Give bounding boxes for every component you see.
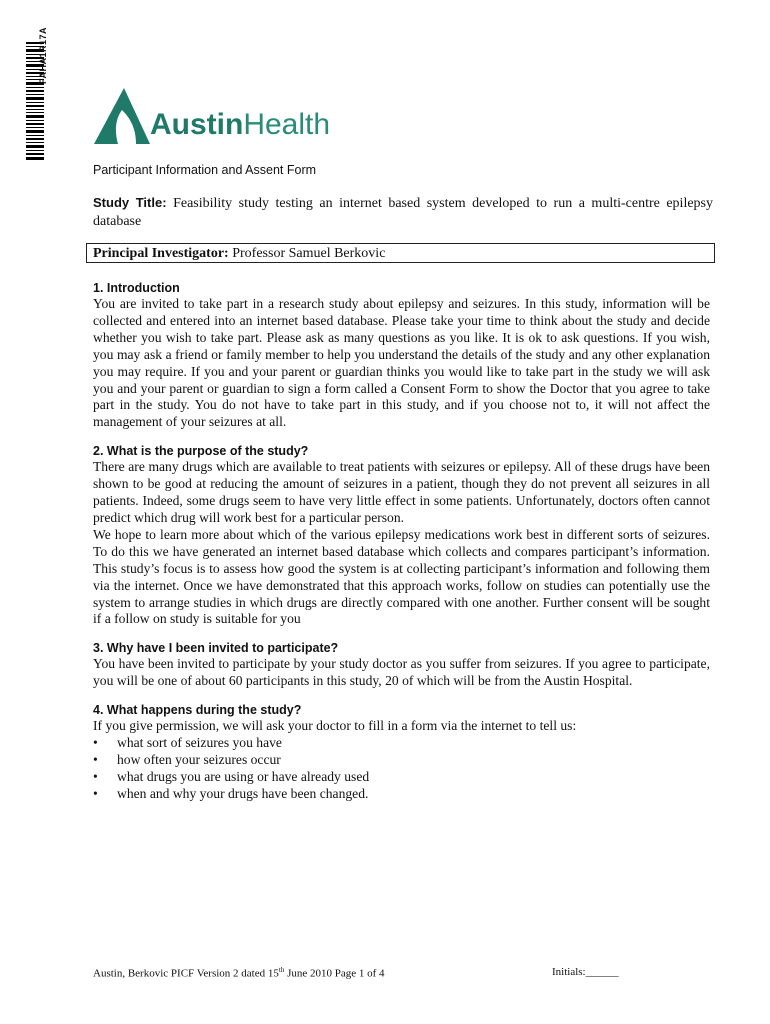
- section-heading: 1. Introduction: [93, 281, 180, 295]
- barcode-code: FAHA1R17A: [38, 26, 48, 84]
- principal-investigator-label: Principal Investigator:: [93, 246, 229, 261]
- section-heading: 3. Why have I been invited to participate?: [93, 641, 339, 656]
- section-heading: 4. What happens during the study?: [93, 703, 302, 718]
- logo-brand-light: Health: [243, 108, 331, 141]
- footer-version-suffix: June 2010 Page 1 of 4: [284, 967, 385, 980]
- section-purpose: [93, 443, 710, 628]
- list-item: • how often your seizures occur: [93, 752, 710, 769]
- form-title: Participant Information and Assent Form: [93, 163, 317, 177]
- section-paragraph: If you give permission, we will ask your doctor to fill in a form via the internet to tell us:: [93, 718, 577, 734]
- initials-field: Initials:______: [552, 966, 619, 978]
- footer-version-prefix: Austin, Berkovic PICF Version 2 dated 15: [93, 967, 279, 980]
- document-body: [93, 280, 710, 815]
- logo-text: [150, 110, 330, 140]
- section-what-happens: [93, 702, 710, 803]
- section-introduction: [93, 280, 710, 431]
- list-item: • what sort of seizures you have: [93, 735, 710, 752]
- section-paragraph: There are many drugs which are available to treat patients with seizures or epilepsy. All of these drugs have been shown to be good at reducing the amount of seizures in a patient, though they do not prevent all seizures in all patients. Indeed, some drugs seem to have very little effect in some patients. Unfortunately, doctors often cannot predict which drug will work best for a particular person.: [93, 459, 710, 525]
- section-paragraph: You are invited to take part in a research study about epilepsy and seizures. In this study, information will be collected and entered into an internet based database. Please take your time to think about the study and decide whether you wish to take part. Please ask as many questions as you like. It is ok to ask questions. If you wish, you may ask a friend or family member to help you understand the details of the study and any other explanation you may require. If you and your parent or guardian thinks you would like to take part in the study we will ask you and your parent or guardian to sign a form called a Consent Form to show the Doctor that you agree to take part in the study. You do not have to take part in this study, and if you choose not to, it will not affect the management of your seizures at all.: [93, 296, 710, 430]
- list-item: • what drugs you are using or have already used: [93, 769, 710, 786]
- list-item: • when and why your drugs have been changed.: [93, 786, 710, 803]
- study-title-block: [93, 194, 713, 230]
- section-heading: 2. What is the purpose of the study?: [93, 444, 309, 459]
- logo-mark-icon: [94, 88, 150, 144]
- principal-investigator-box: [86, 243, 715, 263]
- section-why-invited: [93, 640, 710, 690]
- study-title-text: Feasibility study testing an internet based system developed to run a multi-centre epilepsy database: [93, 196, 713, 229]
- bullet-list: [93, 735, 710, 803]
- study-title-label: Study Title:: [93, 195, 167, 210]
- section-paragraph: We hope to learn more about which of the various epilepsy medications work best in different sorts of seizures. To do this we have generated an internet based database which collects and compares participant’s information. This study’s focus is to assess how good the system is at collecting participant’s information and following them via the internet. Once we have demonstrated that this approach works, follow on studies can potentially use the system to arrange studies in which drugs are directly compared with one another. Further consent will be sought if a follow on study is suitable for you: [93, 526, 710, 627]
- austin-health-logo: [94, 88, 334, 144]
- section-paragraph: You have been invited to participate by your study doctor as you suffer from seizures. If you agree to participate, you will be one of about 60 participants in this study, 20 of which will be from the Austin Hospital.: [93, 656, 710, 689]
- footer-date-suffix: th: [278, 966, 285, 974]
- principal-investigator-name: Professor Samuel Berkovic: [232, 246, 386, 261]
- logo-brand-bold: Austin: [150, 108, 244, 141]
